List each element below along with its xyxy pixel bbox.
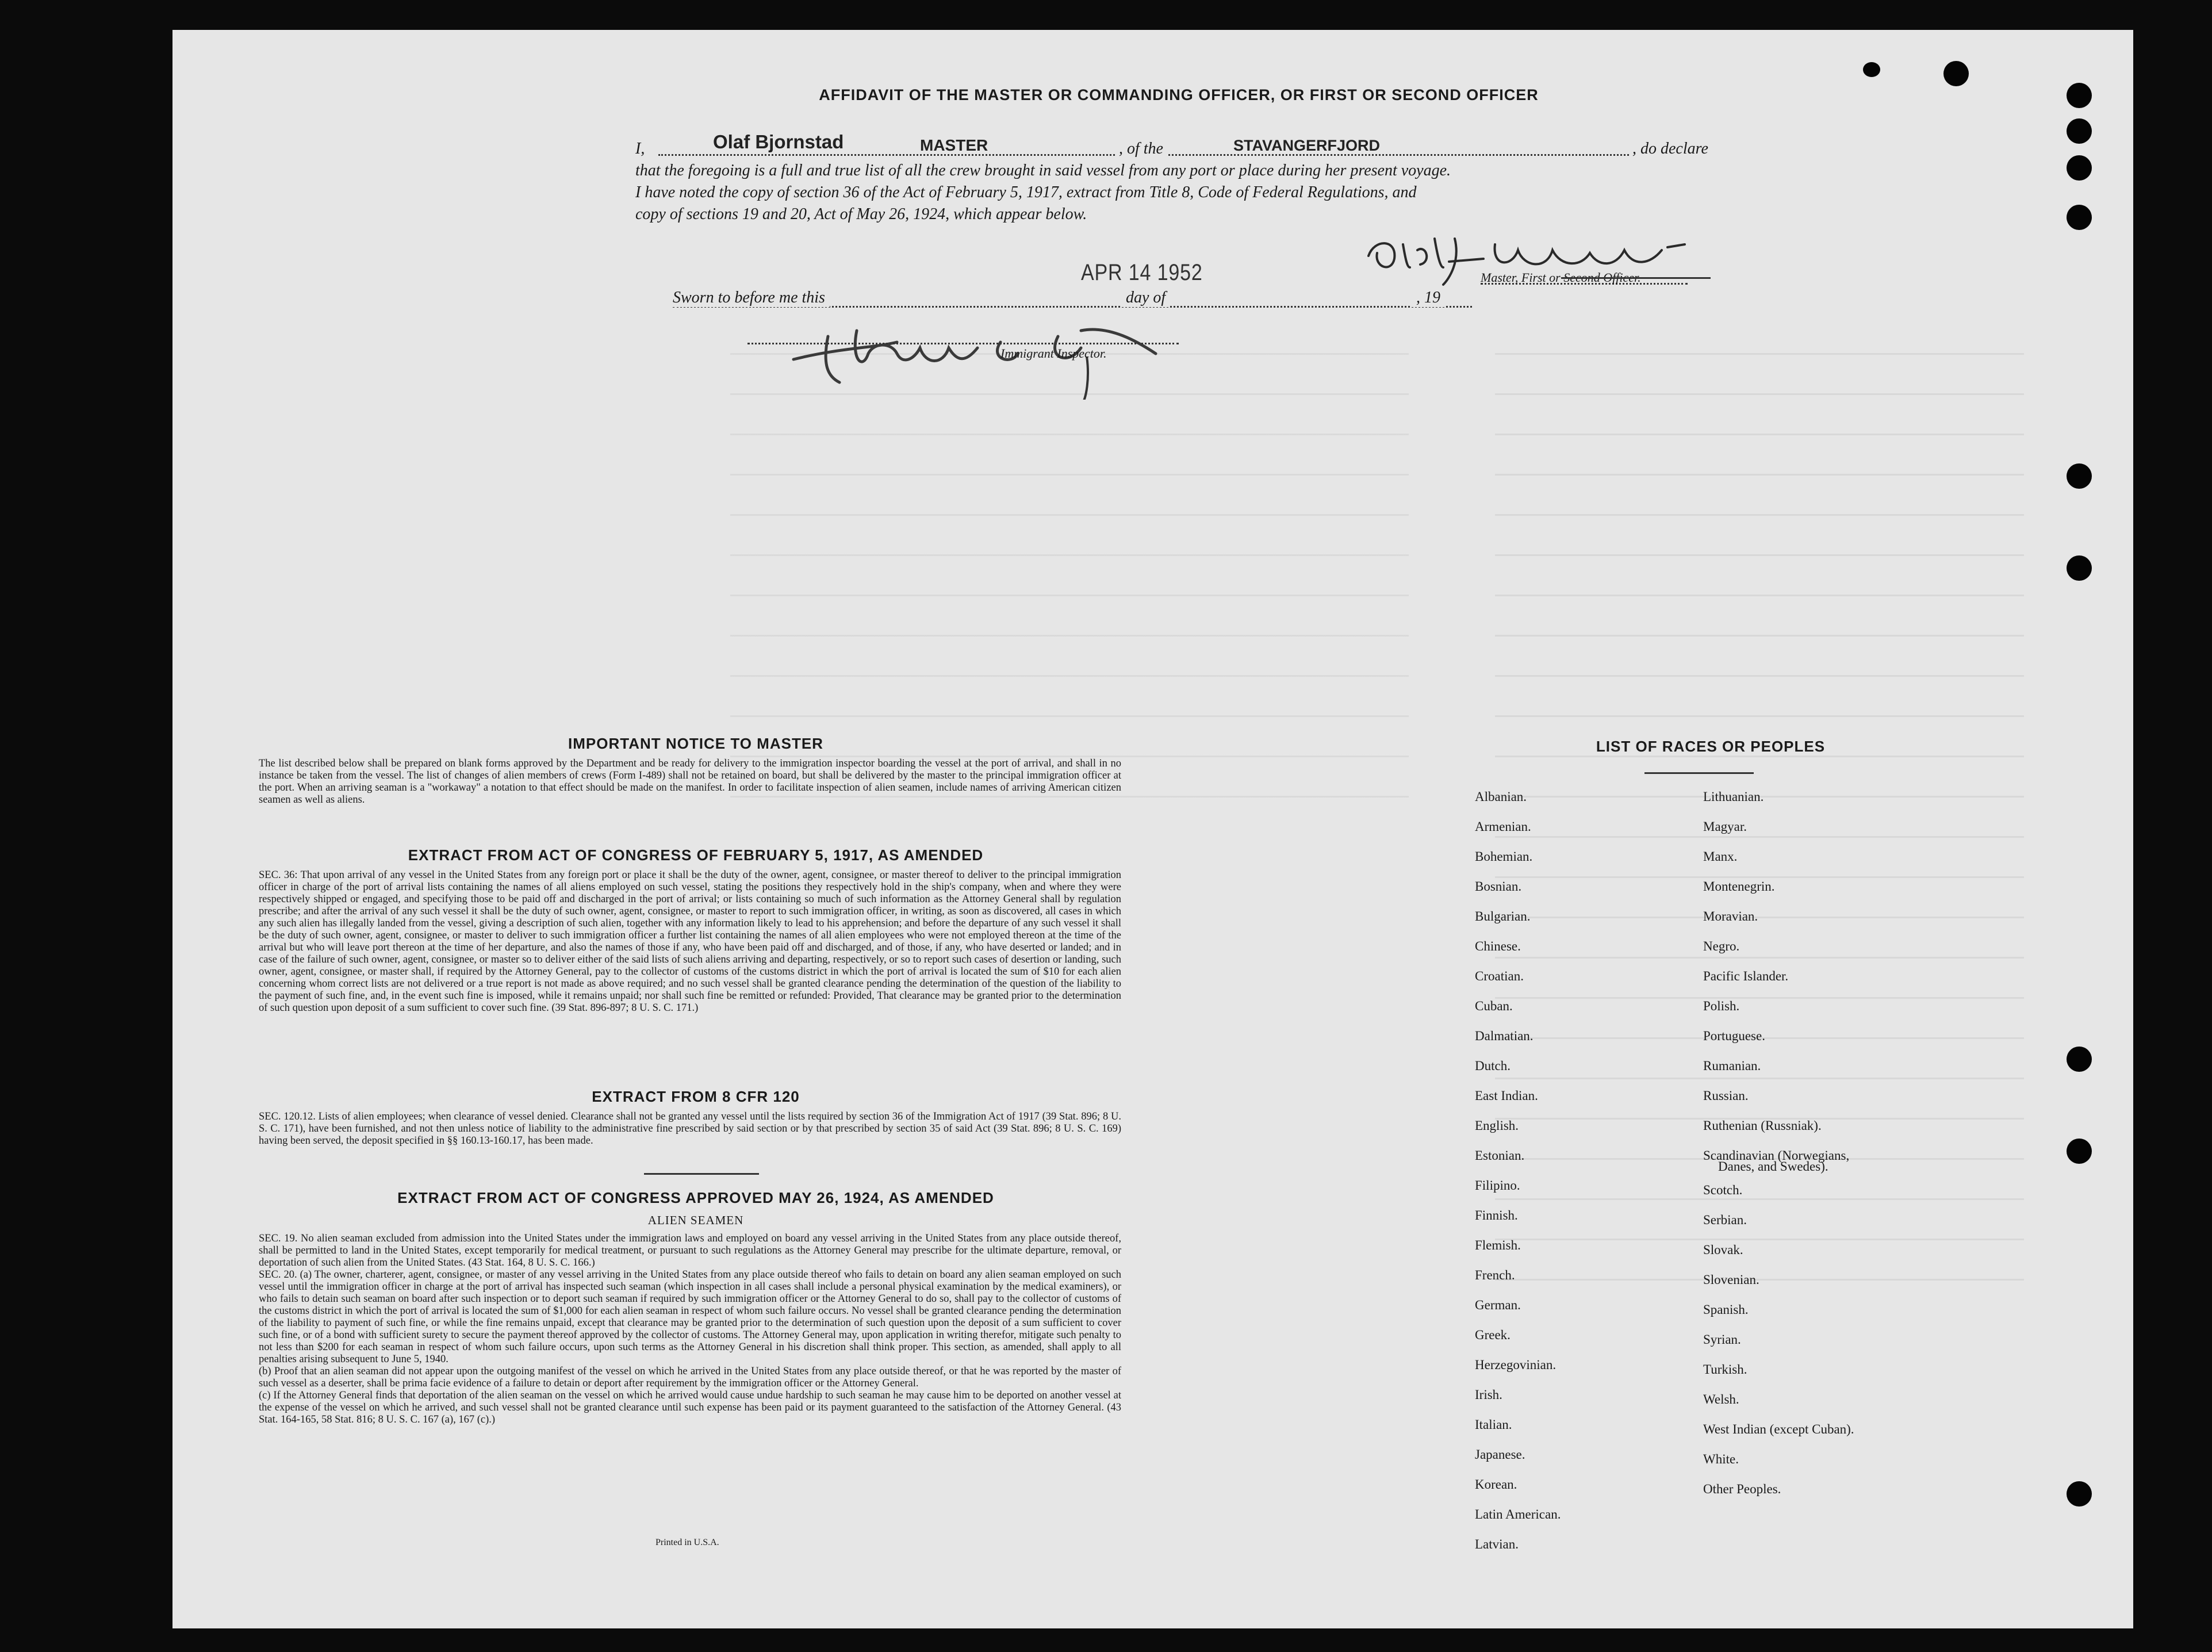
master-rank: MASTER <box>920 136 988 154</box>
race-item: Dutch. <box>1475 1059 1511 1073</box>
notice-heading: IMPORTANT NOTICE TO MASTER <box>568 735 823 752</box>
punch-hole <box>2067 1481 2092 1507</box>
race-item: Albanian. <box>1475 789 1527 804</box>
cfr-heading: EXTRACT FROM 8 CFR 120 <box>592 1088 800 1105</box>
race-item: Moravian. <box>1703 909 1758 923</box>
races-column-2 <box>1703 782 1854 1504</box>
punch-hole <box>2067 1139 2092 1164</box>
race-item: Latvian. <box>1475 1537 1519 1551</box>
cfr-text: SEC. 120.12. Lists of alien employees; when clearance of vessel denied. Clearance shall not be granted any vessel until the lists required by section 36 of the Immigration Act of 1917 (39 Stat. 896; 8 U. S. C. 171), have been furnished, and not then unless notice of liability to the administrative fine prescribed by said section or by that prescribed by section 35 of said Act (39 Stat. 896; 8 U. S. C. 169) having been served, the deposit specified in §§ 160.13-160.17, has been made. <box>259 1111 1121 1147</box>
race-item: Scotch. <box>1703 1183 1743 1197</box>
extract-1917-text: SEC. 36: That upon arrival of any vessel in the United States from any foreign port or place it shall be the duty of the owner, agent, consignee, or master thereof to deliver to the principal immigration officer in charge of the port of arrival lists containing the names of all aliens employed on such vessel, stating the positions they respectively hold in the ship's company, when and where they were respectively shipped or engaged, and specifying those to be paid off and discharged in the port of arrival; or lists containing so much of such information as the Attorney General shall by regulation prescribe; and after the arrival of any such vessel it shall be the duty of such owner, agent, consignee, or master to report to such immigration officer, in writing, as soon as discovered, all cases in which any such alien has illegally landed from the vessel, giving a description of such alien, together with any information likely to lead to his apprehension; and before the departure of any such vessel it shall be the duty of such owner, agent, consignee, or master to deliver to such immigration officer a further list containing the names of all alien employees who were not employed thereon at the time of the arrival but who will leave port thereon at the time of her departure, and also the names of those if any, who have been paid off and discharged, and of those, if any, who have deserted or landed; and in case of the failure of such owner, agent, consignee, or master so to deliver either of the said lists of such aliens arriving and departing, respectively, or so to report such cases of desertion or landing, such owner, agent, consignee, or master shall, if required by the Attorney General, pay to the collector of customs of the customs district in which the port of arrival is located the sum of $10 for each alien concerning whom correct lists are not delivered or a true report is not made as above required; and no such vessel shall be granted clearance pending the determination of the question of the liability to the payment of such fine, and, in the event such fine is imposed, while it remains unpaid; nor shall such fine be remitted or refunded: Provided, That clearance may be granted prior to the determination of such question upon deposit of a sum sufficient to cover such fine. (39 Stat. 896-897; 8 U. S. C. 171.) <box>259 869 1121 1014</box>
race-item: Portuguese. <box>1703 1029 1765 1043</box>
punch-hole <box>2067 463 2092 489</box>
section-divider <box>644 1173 759 1175</box>
race-item: East Indian. <box>1475 1088 1538 1103</box>
year-label: , 19 <box>1412 289 1445 307</box>
race-item: Turkish. <box>1703 1362 1747 1377</box>
master-name: Olaf Bjornstad <box>713 131 844 152</box>
race-item: Filipino. <box>1475 1178 1520 1193</box>
race-item: Bulgarian. <box>1475 909 1531 923</box>
race-item: Irish. <box>1475 1387 1502 1402</box>
races-column-1 <box>1475 782 1561 1559</box>
races-heading-underline <box>1644 772 1754 774</box>
race-item: Dalmatian. <box>1475 1029 1534 1043</box>
extract-1924-text <box>259 1233 1121 1426</box>
sworn-label: Sworn to before me this <box>673 289 830 307</box>
sec20c-text: (c) If the Attorney General finds that deportation of the alien seaman on the vessel on which he arrived would cause undue hardship to such seaman he may cause him to be deported on another vessel at the expense of the vessel on which he arrived, and such vessel shall not be granted clearance until such expense has been paid or its payment guaranteed to the satisfaction of the Attorney General. (43 Stat. 164-165, 58 Stat. 816; 8 U. S. C. 167 (a), 167 (c).) <box>259 1390 1121 1425</box>
race-item: Magyar. <box>1703 819 1747 834</box>
extract-1917-heading: EXTRACT FROM ACT OF CONGRESS OF FEBRUARY 5, 1917, AS AMENDED <box>408 846 984 864</box>
race-item: Lithuanian. <box>1703 789 1764 804</box>
punch-hole <box>1863 62 1880 77</box>
race-item: Negro. <box>1703 939 1740 953</box>
race-item: Polish. <box>1703 999 1740 1013</box>
race-item: Manx. <box>1703 849 1738 864</box>
race-item: Slovenian. <box>1703 1272 1759 1287</box>
race-item: Bosnian. <box>1475 879 1522 894</box>
race-item: Italian. <box>1475 1417 1512 1432</box>
race-item: Greek. <box>1475 1328 1511 1342</box>
race-item: Japanese. <box>1475 1447 1525 1462</box>
day-of-label: day of <box>1121 289 1170 307</box>
race-item: German. <box>1475 1298 1521 1312</box>
punch-hole <box>2067 83 2092 108</box>
race-item: Ruthenian (Russniak). <box>1703 1118 1822 1133</box>
race-item: Spanish. <box>1703 1302 1749 1317</box>
race-item: White. <box>1703 1452 1739 1466</box>
race-item: Cuban. <box>1475 999 1513 1013</box>
race-item: Syrian. <box>1703 1332 1741 1347</box>
declaration-block <box>635 131 1728 225</box>
do-declare-label: , do declare <box>1629 138 1712 160</box>
race-item: Scandinavian (Norwegians, <box>1703 1148 1850 1163</box>
of-the-label: , of the <box>1115 138 1167 160</box>
race-item: West Indian (except Cuban). <box>1703 1422 1854 1436</box>
inspector-signature-line <box>747 343 1179 344</box>
race-item: Slovak. <box>1703 1243 1743 1257</box>
affidavit-title: AFFIDAVIT OF THE MASTER OR COMMANDING OFFICER, OR FIRST OR SECOND OFFICER <box>819 86 1539 104</box>
race-item: Pacific Islander. <box>1703 969 1789 983</box>
sworn-line <box>673 289 1472 309</box>
notice-text: The list described below shall be prepared on blank forms approved by the Department and be ready for delivery to the immigration inspector boarding the vessel at the port of arrival, and shall in no instance be taken from the vessel. The list of changes of alien members of crews (Form I-489) shall not be retained on board, but shall be delivered by the master to the principal immigration officer at the port. When an arriving seaman is a "workaway" a notation to that effect should be made on the manifest. In order to facilitate inspection of alien seamen, include names of arriving American citizen seamen as well as aliens. <box>259 758 1121 806</box>
race-item: English. <box>1475 1118 1519 1133</box>
received-stamp-date: APR 14 1952 <box>1081 260 1203 285</box>
sec20a-text: SEC. 20. (a) The owner, charterer, agent, consignee, or master of any vessel arriving in the United States from any place outside thereof who fails to detain on board any alien seaman employed on such vessel until the immigration officer in charge at the port of arrival has inspected such seaman (which inspection in all cases shall include a personal physical examination by the medical examiners), or who fails to detain such seaman on board after such inspection or to deport such seaman if required by such immigration officer or the Attorney General to do so, shall pay to the collector of customs of the customs district in which the port of arrival is located the sum of $1,000 for each alien seaman in respect of whom such failure occurs. No vessel shall be granted clearance pending the determination of the liability to payment of such fine, or while the fine remains unpaid, except that clearance may be granted prior to the determination of such question upon the deposit of a sum sufficient to cover such fine, or of a bond with sufficient surety to secure the payment thereof approved by the collector of customs. The Attorney General may, upon application in writing therefor, mitigate such penalty to not less than $200 for each seaman in respect of whom such failure occurs, upon such terms as the Attorney General in his discretion shall think proper. This section, as amended, shall apply to all penalties arising subsequent to June 5, 1940. <box>259 1269 1121 1365</box>
race-item: Serbian. <box>1703 1213 1747 1227</box>
declaration-line-4: copy of sections 19 and 20, Act of May 26, 1924, which appear below. <box>635 205 1087 223</box>
race-item: Russian. <box>1703 1088 1749 1103</box>
race-item: Chinese. <box>1475 939 1521 953</box>
race-item: Flemish. <box>1475 1238 1521 1252</box>
punch-hole <box>2067 155 2092 181</box>
race-item: Bohemian. <box>1475 849 1533 864</box>
declaration-line-3: I have noted the copy of section 36 of the Act of February 5, 1917, extract from Title 8, Code of Federal Regulations, and <box>635 183 1417 201</box>
race-item: Welsh. <box>1703 1392 1739 1406</box>
race-item: Other Peoples. <box>1703 1482 1781 1496</box>
race-item: Estonian. <box>1475 1148 1525 1163</box>
printed-label: Printed in U.S.A. <box>655 1538 719 1547</box>
alien-seamen-subheading: ALIEN SEAMEN <box>647 1213 744 1227</box>
race-item: French. <box>1475 1268 1515 1282</box>
race-item: Herzegovinian. <box>1475 1358 1557 1372</box>
bleed-through-rows <box>730 334 1409 805</box>
inspector-signature <box>759 308 1196 400</box>
race-item: Armenian. <box>1475 819 1531 834</box>
inspector-caption: Immigrant Inspector. <box>1000 346 1107 361</box>
extract-1924-heading: EXTRACT FROM ACT OF CONGRESS APPROVED MAY 26, 1924, AS AMENDED <box>397 1189 994 1206</box>
sec19-text: SEC. 19. No alien seaman excluded from admission into the United States under the immigration laws and employed on board any vessel arriving in the United States from any place outside thereof, shall be permitted to land in the United States, except temporarily for medical treatment, or pursuant to such regulations as the Attorney General may prescribe for the ultimate departure, removal, or deportation of such alien from the United States. (43 Stat. 164, 8 U. S. C. 166.) <box>259 1233 1121 1268</box>
declaration-prefix: I, <box>635 140 645 158</box>
punch-hole <box>2067 555 2092 581</box>
race-item: Latin American. <box>1475 1507 1561 1521</box>
declaration-line-2: that the foregoing is a full and true list of all the crew brought in said vessel from any port or place during her present voyage. <box>635 162 1451 179</box>
strike-line <box>1561 277 1711 279</box>
race-item: Danes, and Swedes). <box>1718 1159 1828 1174</box>
race-item: Montenegrin. <box>1703 879 1775 894</box>
race-item: Finnish. <box>1475 1208 1518 1222</box>
races-heading: LIST OF RACES OR PEOPLES <box>1596 738 1826 755</box>
punch-hole <box>1943 61 1969 86</box>
race-item: Rumanian. <box>1703 1059 1761 1073</box>
master-caption: Master, First or Second Officer. <box>1481 270 1641 285</box>
sec20b-text: (b) Proof that an alien seaman did not appear upon the outgoing manifest of the vessel on which he arrived in the United States from any place outside thereof, or that he was reported by the master of such vessel as a deserter, shall be prima facie evidence of a failure to detain or deport after requirement by the immigration officer or the Attorney General. <box>259 1366 1121 1389</box>
punch-hole <box>2067 118 2092 144</box>
race-item: Croatian. <box>1475 969 1524 983</box>
vessel-name: STAVANGERFJORD <box>1233 137 1381 154</box>
punch-hole <box>2067 205 2092 230</box>
race-item: Korean. <box>1475 1477 1517 1492</box>
punch-hole <box>2067 1047 2092 1072</box>
